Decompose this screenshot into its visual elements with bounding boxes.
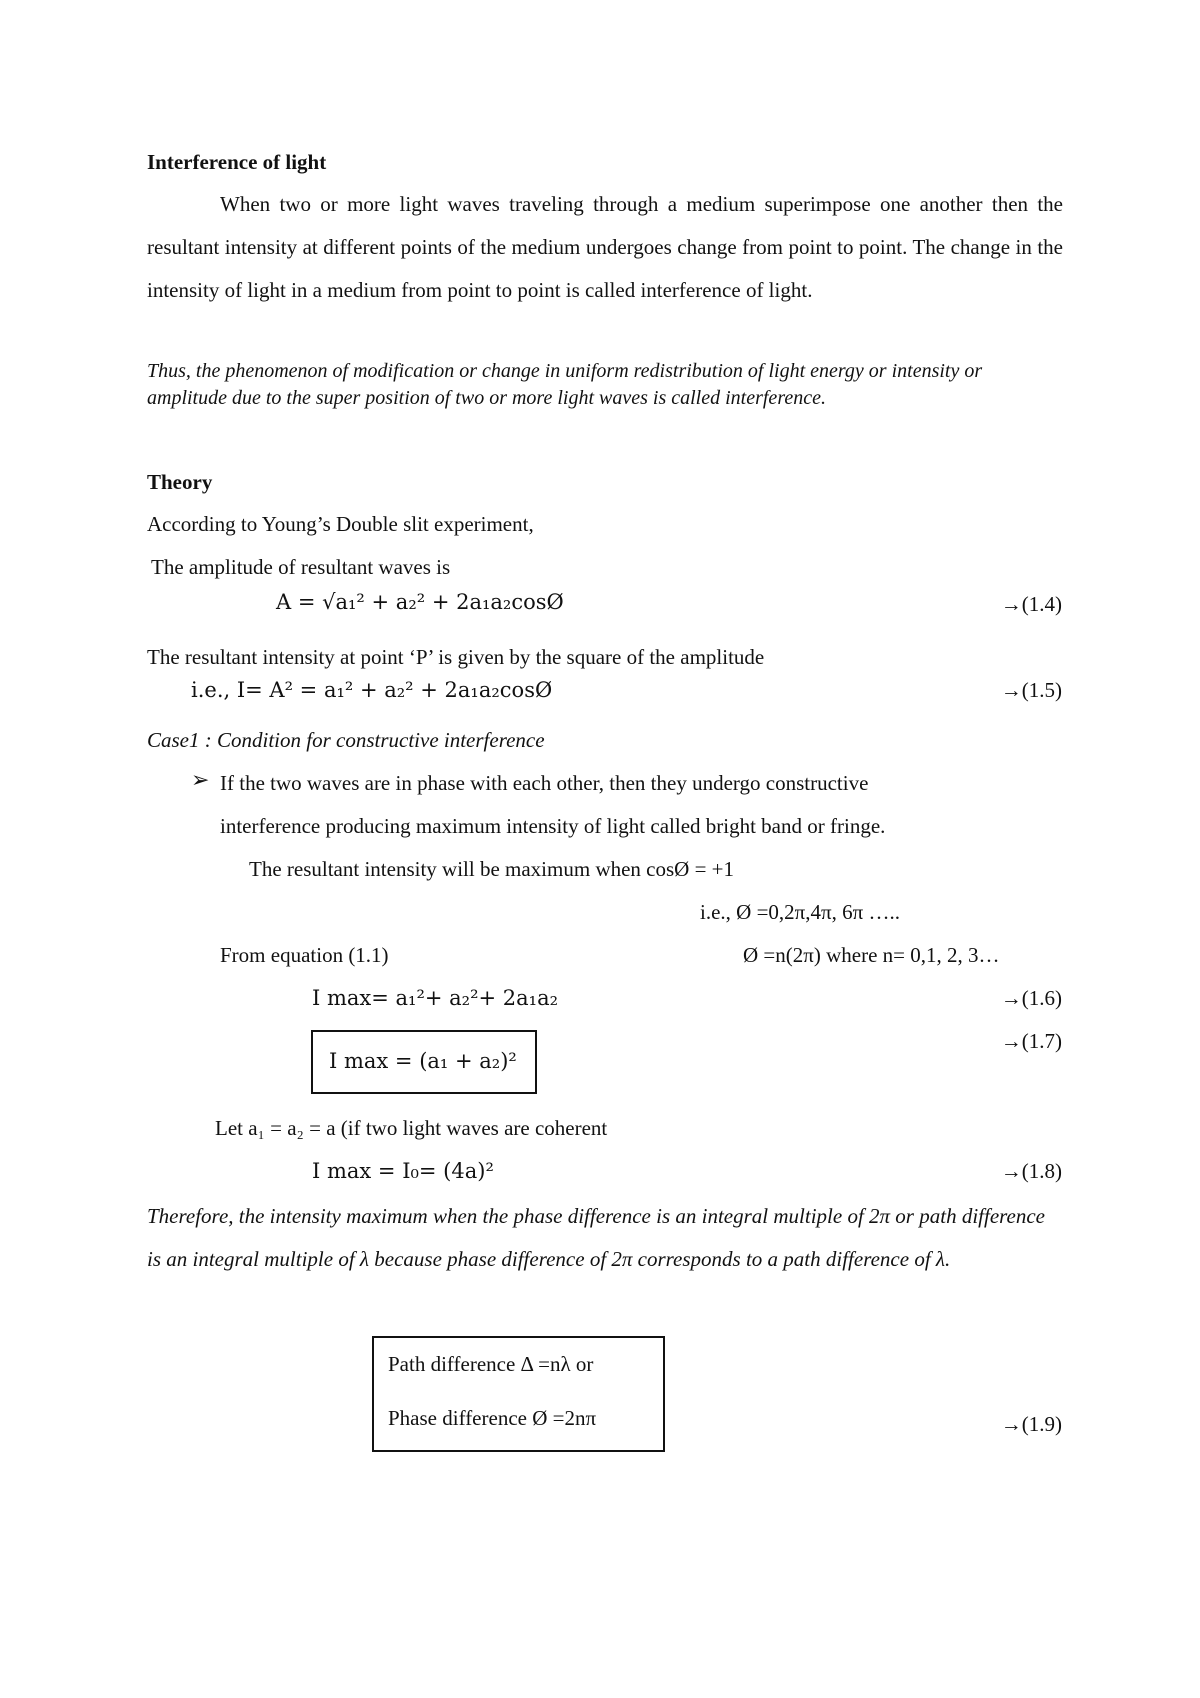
eq-number-1-6: →(1.6) xyxy=(1000,986,1062,1010)
max-condition: The resultant intensity will be maximum when cosØ = +1 xyxy=(249,857,735,881)
intro-paragraph: When two or more light waves traveling through a medium superimpose one another then the resultant intensity at different points of the medium undergoes change from point to point. The change in the intensity of light in a medium from point to point is called interference of light. xyxy=(147,192,1063,302)
definition-paragraph: Thus, the phenomenon of modification or change in uniform redistribution of light energy or intensity or amplitude due to the super position of two or more light waves is called interference. xyxy=(147,360,983,409)
imax-equation-2: I max = (a₁ + a₂)² xyxy=(329,1049,517,1073)
path-difference: Path difference Δ =nλ or xyxy=(388,1352,594,1376)
intensity-equation: i.e., I= A² = a₁² + a₂² + 2a₁a₂cosØ xyxy=(191,678,553,702)
heading-theory: Theory xyxy=(147,470,213,494)
eq-number-1-9: →(1.9) xyxy=(1000,1412,1062,1436)
imax-equation-1: I max= a₁²+ a₂²+ 2a₁a₂ xyxy=(312,986,559,1010)
case1-heading: Case1 : Condition for constructive interference xyxy=(147,728,545,752)
phi-values: i.e., Ø =0,2π,4π, 6π ….. xyxy=(700,900,900,924)
therefore-paragraph: Therefore, the intensity maximum when the phase difference is an integral multiple of 2π or path difference is an integral multiple of λ because phase difference of 2π corresponds to a path difference of λ. xyxy=(147,1204,1045,1271)
heading-interference: Interference of light xyxy=(147,150,327,174)
phi-general: Ø =n(2π) where n= 0,1, 2, 3… xyxy=(743,943,1000,967)
imax-equation-3: I max = I₀= (4a)² xyxy=(312,1159,494,1183)
let-condition: Let a₁ = a₂ = a (if two light waves are coherent xyxy=(215,1116,608,1140)
imax-box xyxy=(311,1030,537,1094)
amplitude-equation: A = √a₁² + a₂² + 2a₁a₂cosØ xyxy=(276,590,564,614)
phase-difference: Phase difference Ø =2nπ xyxy=(388,1406,597,1430)
eq-number-1-4: →(1.4) xyxy=(1000,592,1062,616)
from-equation: From equation (1.1) xyxy=(220,943,389,967)
difference-box xyxy=(372,1336,665,1452)
eq-number-1-5: →(1.5) xyxy=(1000,678,1062,702)
eq-number-1-7: →(1.7) xyxy=(1000,1029,1062,1053)
theory-intro: According to Young’s Double slit experiment, xyxy=(147,512,534,536)
bullet-line-1: If the two waves are in phase with each other, then they undergo constructive xyxy=(220,771,869,795)
eq-number-1-8: →(1.8) xyxy=(1000,1159,1062,1183)
amplitude-intro: The amplitude of resultant waves is xyxy=(151,555,451,579)
bullet-line-2: interference producing maximum intensity of light called bright band or fringe. xyxy=(220,814,886,838)
arrow-bullet-icon: ➢ xyxy=(191,768,210,793)
intensity-intro: The resultant intensity at point ‘P’ is given by the square of the amplitude xyxy=(147,645,765,669)
